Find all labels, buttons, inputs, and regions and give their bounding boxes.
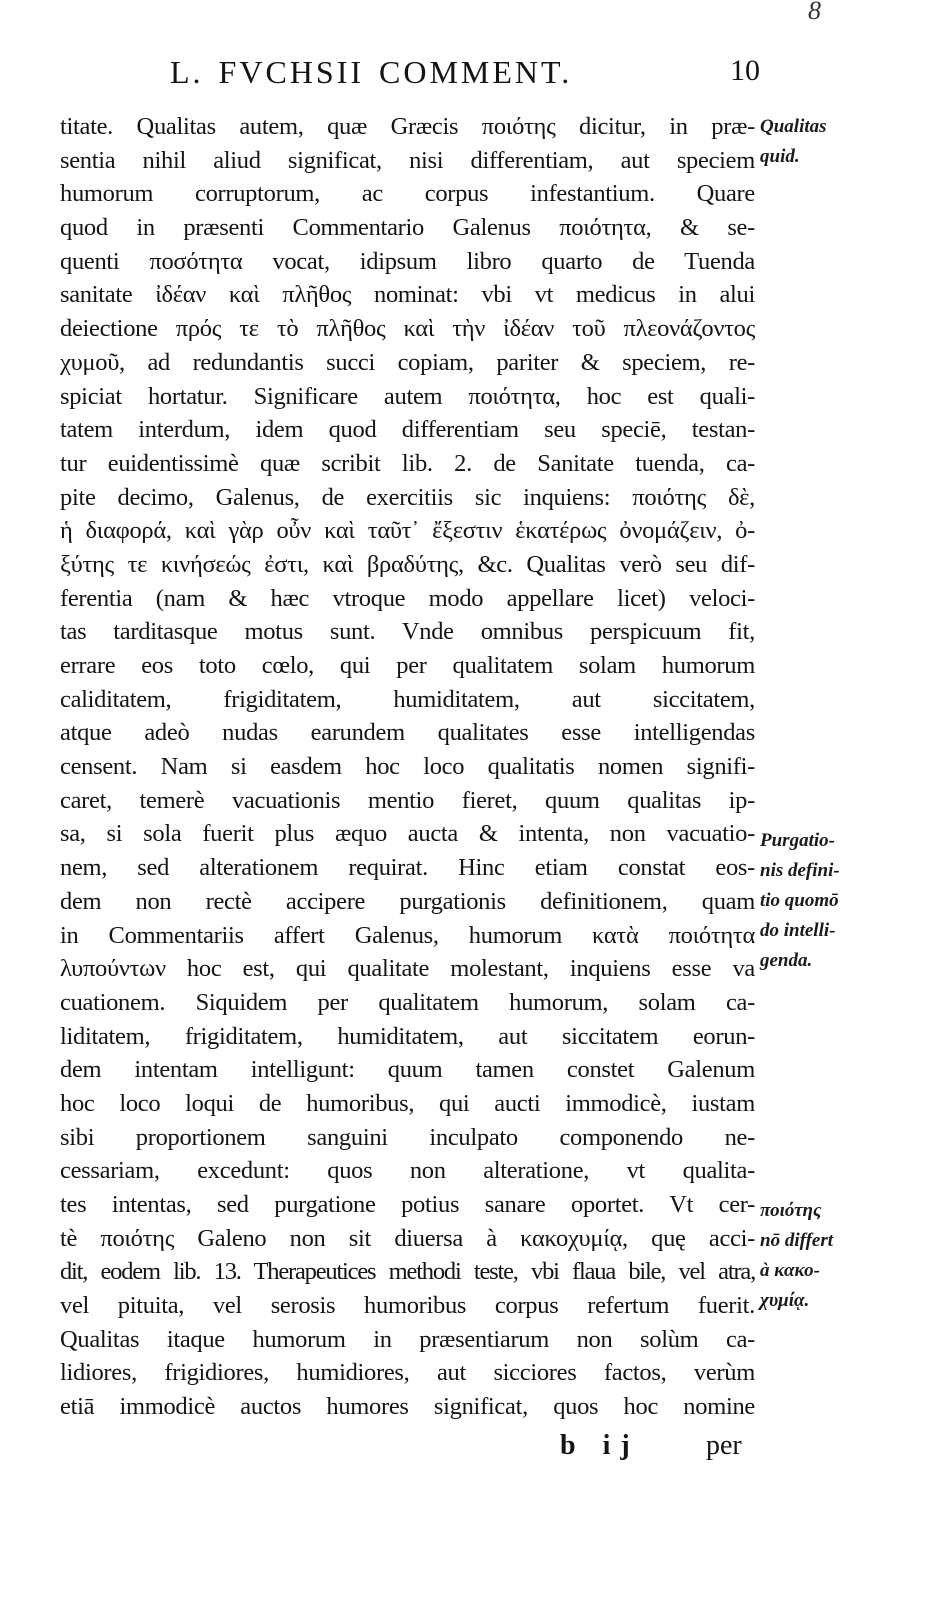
margin-note-line: quid. — [760, 146, 800, 167]
margin-note-line: à κακο- — [760, 1260, 820, 1281]
margin-note-line: Qualitas — [760, 116, 827, 137]
text-line: dem non rectè accipere purgationis definitionem, quam — [60, 887, 755, 915]
corner-page-mark: 8 — [808, 0, 821, 25]
signature-mark: b ij — [560, 1430, 640, 1461]
text-line: Qualitas itaque humorum in præsentiarum non solùm ca- — [60, 1325, 755, 1353]
margin-note-poiotes — [760, 1196, 920, 1316]
text-line: χυμοῦ, ad redundantis succi copiam, pariter & speciem, re- — [60, 348, 755, 376]
text-line: sanitate ἰδέαν καὶ πλῆθος nominat: vbi vt medicus in alui — [60, 281, 755, 309]
text-line: hoc loco loqui de humoribus, qui aucti immodicè, iustam — [60, 1089, 755, 1117]
margin-note-line: ποιότης — [760, 1200, 822, 1221]
running-title: L. FVCHSII COMMENT. — [170, 54, 573, 90]
text-line: dem intentam intelligunt: quum tamen constet Galenum — [60, 1056, 755, 1084]
text-line: quenti ποσότητα vocat, idipsum libro quarto de Tuenda — [60, 247, 755, 275]
margin-note-line: Purgatio- — [760, 830, 835, 851]
text-line: dit, eodem lib. 13. Therapeutices methodi teste, vbi flaua bile, vel atra, — [60, 1258, 755, 1286]
text-line: cessariam, excedunt: quos non alteratione, vt qualita- — [60, 1157, 755, 1185]
body-text — [60, 110, 755, 1424]
text-line: atque adeò nudas earundem qualitates esse intelligendas — [60, 719, 755, 747]
text-line: etiā immodicè auctos humores significat, quos hoc nomine — [60, 1393, 755, 1421]
text-line: tè ποιότης Galeno non sit diuersa à κακοχυμίᾳ, quę acci- — [60, 1224, 755, 1252]
text-line: tes intentas, sed purgatione potius sanare oportet. Vt cer- — [60, 1191, 755, 1218]
text-line: titate. Qualitas autem, quæ Græcis ποιότης dicitur, in præ- — [60, 113, 755, 140]
text-line: caliditatem, frigiditatem, humiditatem, aut siccitatem, — [60, 685, 755, 713]
margin-note-line: nis defini- — [760, 860, 840, 881]
text-line: ferentia (nam & hæc vtroque modo appellare licet) veloci- — [60, 584, 755, 612]
text-line: pite decimo, Galenus, de exercitiis sic inquiens: ποιότης δὲ, — [60, 483, 755, 511]
text-line: errare eos toto cœlo, qui per qualitatem solam humorum — [60, 652, 755, 679]
margin-note-line: tio quomō — [760, 890, 839, 911]
text-line: liditatem, frigiditatem, humiditatem, aut siccitatem eorun- — [60, 1022, 755, 1050]
text-line: nem, sed alterationem requirat. Hinc etiam constat eos- — [60, 854, 755, 882]
margin-note-line: do intelli- — [760, 920, 836, 941]
text-line: humorum corruptorum, ac corpus infestantium. Quare — [60, 180, 755, 208]
text-line: ξύτης τε κινήσεώς ἐστι, καὶ βραδύτης, &c. Qualitas verò seu dif- — [60, 550, 755, 578]
catchword: per — [706, 1430, 742, 1461]
text-line: caret, temerè vacuationis mentio fieret, quum qualitas ip- — [60, 786, 755, 814]
text-line: deiectione πρός τε τὸ πλῆθος καὶ τὴν ἰδέαν τοῦ πλεονάζοντος — [60, 315, 755, 343]
text-line: spiciat hortatur. Significare autem ποιότητα, hoc est quali- — [60, 382, 755, 410]
text-line: sentia nihil aliud significat, nisi differentiam, aut speciem — [60, 146, 755, 174]
text-line: tur euidentissimè quæ scribit lib. 2. de Sanitate tuenda, ca- — [60, 449, 755, 477]
page-number: 10 — [730, 54, 760, 87]
running-head — [150, 54, 760, 98]
text-line: sibi proportionem sanguini inculpato componendo ne- — [60, 1123, 755, 1151]
text-line: quod in præsenti Commentario Galenus ποιότητα, & se- — [60, 214, 755, 242]
margin-note-line: nō differt — [760, 1230, 834, 1251]
margin-note-qualitas — [760, 112, 920, 172]
text-line: censent. Nam si easdem hoc loco qualitatis nomen signifi- — [60, 753, 755, 781]
margin-note-line: genda. — [760, 950, 813, 971]
text-line: cuationem. Siquidem per qualitatem humorum, solam ca- — [60, 988, 755, 1016]
text-line: tatem interdum, idem quod differentiam seu speciē, testan- — [60, 416, 755, 444]
text-line: in Commentariis affert Galenus, humorum κατὰ ποιότητα — [60, 921, 755, 949]
text-line: λυπούντων hoc est, qui qualitate molestant, inquiens esse va — [60, 955, 755, 983]
margin-note-purgatio — [760, 826, 920, 976]
text-line: vel pituita, vel serosis humoribus corpus refertum fuerit. — [60, 1292, 755, 1320]
text-line: sa, si sola fuerit plus æquo aucta & intenta, non vacuatio- — [60, 820, 755, 848]
text-line: tas tarditasque motus sunt. Vnde omnibus perspicuum fit, — [60, 618, 755, 646]
margin-note-line: χυμίᾳ. — [760, 1290, 810, 1311]
text-line: lidiores, frigidiores, humidiores, aut sicciores factos, verùm — [60, 1359, 755, 1387]
text-line: ἡ διαφορά, καὶ γὰρ οὖν καὶ ταῦτ᾽ ἔξεστιν ἑκατέρως ὀνομάζειν, ὀ- — [60, 517, 755, 545]
